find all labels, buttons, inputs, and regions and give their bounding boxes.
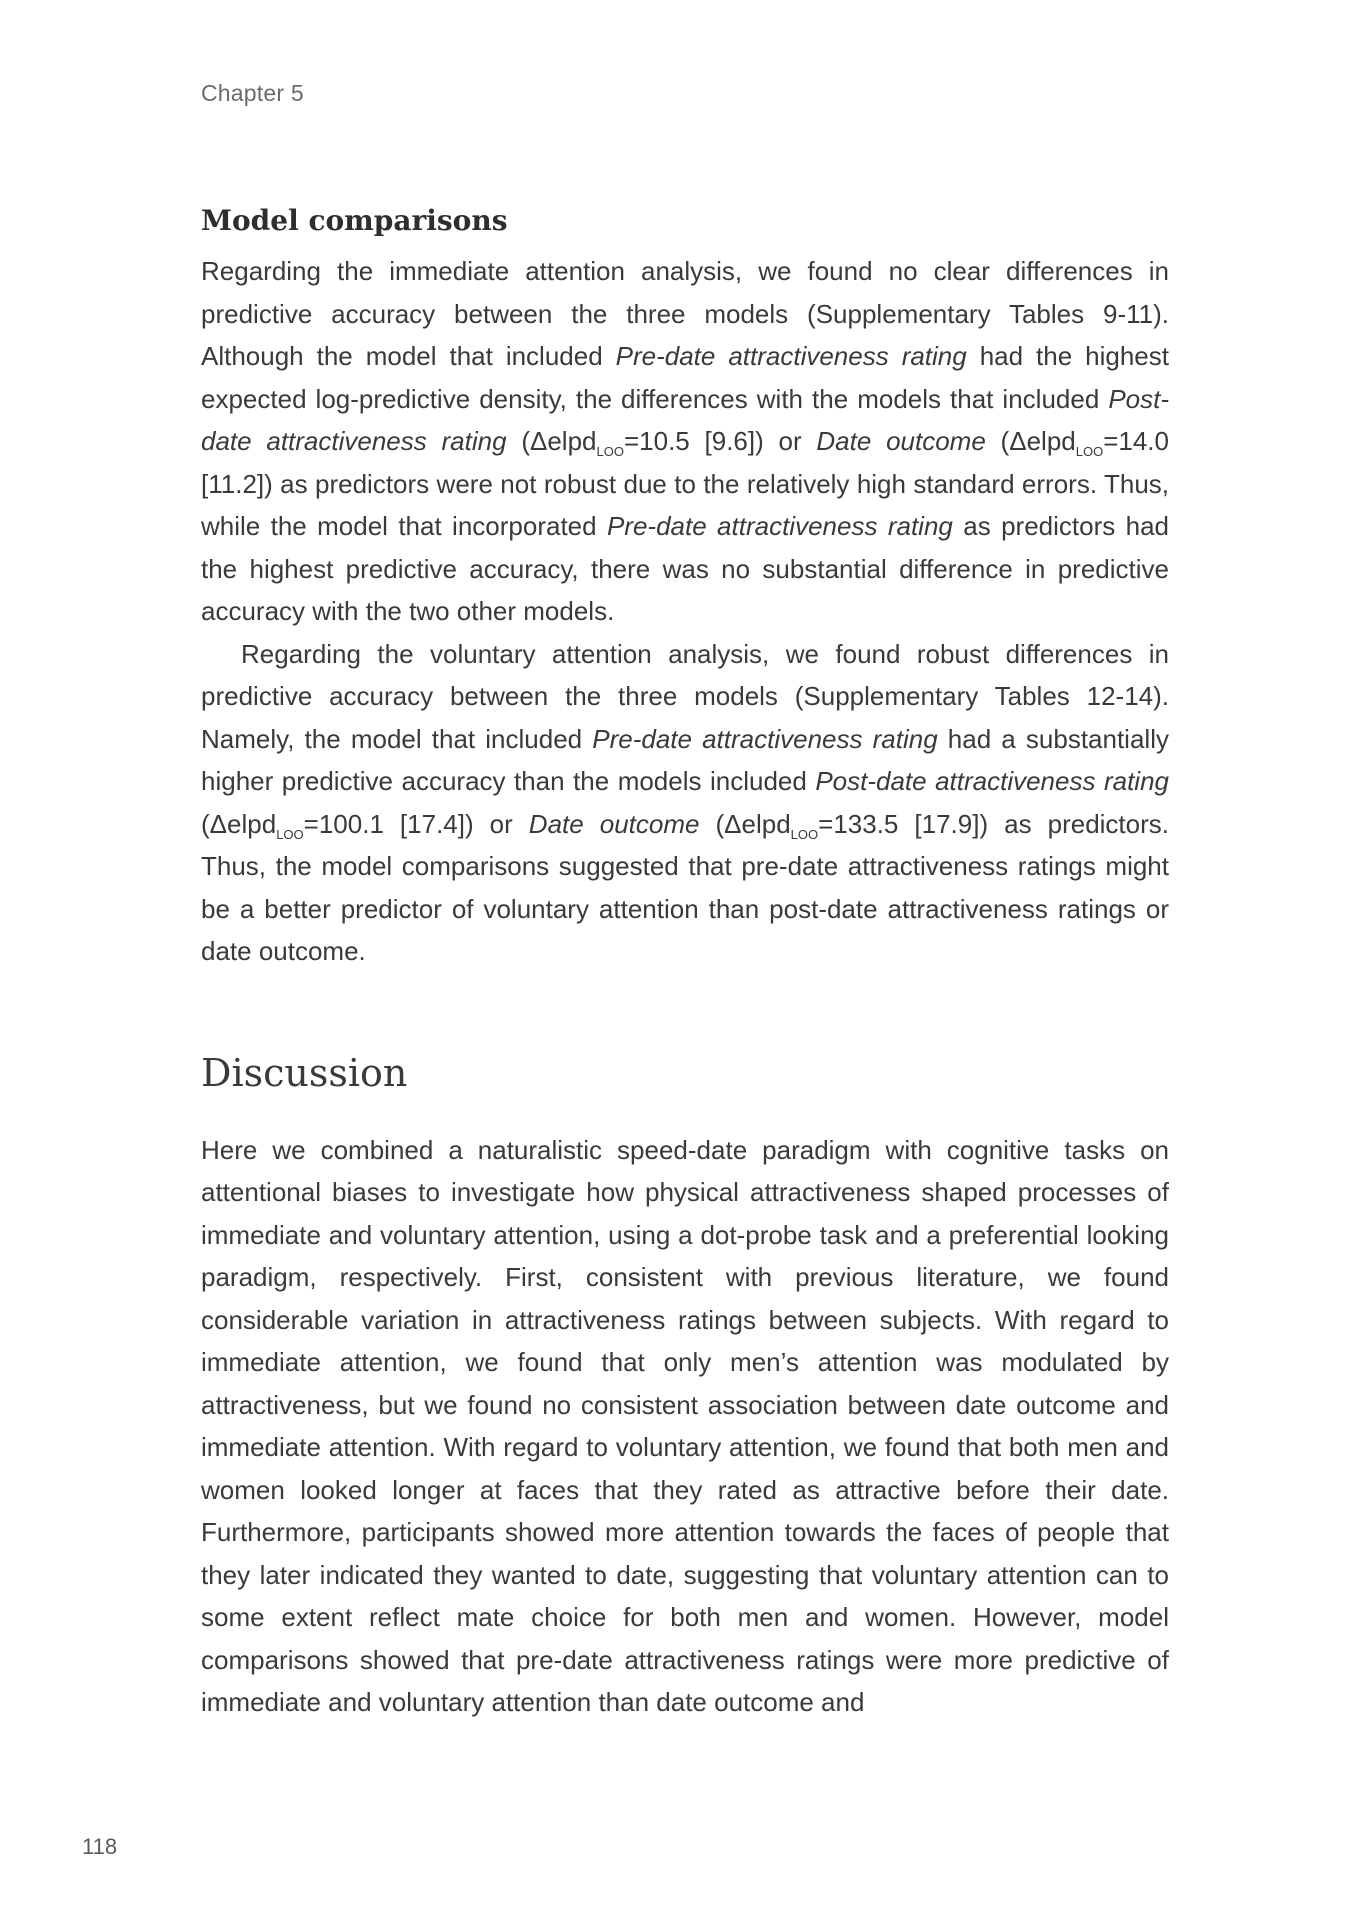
italic-term: Post-date attractiveness rating xyxy=(815,766,1169,796)
text-run: =133.5 [17.9]) as predictors. Thus, the model comparisons suggested that pre-date attractiveness ratings might be a better predictor of voluntary attention than post-date attractiveness ratings or date outcome. xyxy=(201,808,1169,966)
text-run: =14.0 [11.2]) as predictors were not robust due to the relatively high standard errors. Thus, while the model that incorporated xyxy=(201,426,1169,541)
paragraph-discussion: Here we combined a naturalistic speed-date paradigm with cognitive tasks on attentional biases to investigate how physical attractiveness shaped processes of immediate and voluntary attention, using a dot-probe task and a preferential looking paradigm, respectively. First, consistent with previous literature, we found considerable variation in attractiveness ratings between subjects. With regard to immediate attention, we found that only men’s attention was modulated by attractiveness, but we found no consistent association between date outcome and immediate attention. With regard to voluntary attention, we found that both men and women looked longer at faces that they rated as attractive before their date. Furthermore, participants showed more attention towards the faces of people that they later indicated they wanted to date, suggesting that voluntary attention can to some extent reflect mate choice for both men and women. However, model comparisons showed that pre-date attractiveness ratings were more predictive of immediate and voluntary attention than date outcome and xyxy=(201,1134,1169,1717)
italic-term: Post-date attractiveness rating xyxy=(201,383,1169,456)
text-run: as predictors had the highest predictive accuracy, there was no substantial difference in predictive accuracy with the two other models. xyxy=(201,511,1169,626)
text-run: Regarding the immediate attention analysis, we found no clear differences in predictive accuracy between the three models (Supplementary Tables 9-11). Although the model that included xyxy=(201,256,1169,371)
page-body xyxy=(201,196,1169,1724)
text-run: (Δelpd xyxy=(201,808,277,839)
italic-term: Pre-date attractiveness rating xyxy=(592,723,938,754)
subscript-loo: LOO xyxy=(596,444,624,459)
italic-term: Date outcome xyxy=(528,808,700,839)
section-heading-discussion: Discussion xyxy=(201,1050,408,1095)
subscript-loo: LOO xyxy=(1075,444,1104,459)
italic-term: Pre-date attractiveness rating xyxy=(606,511,953,541)
text-run: had a substantially higher predictive accuracy than the models included xyxy=(201,723,1169,796)
italic-term: Pre-date attractiveness rating xyxy=(615,341,967,371)
text-run: =100.1 [17.4]) or xyxy=(303,808,529,839)
text-run: (Δelpd xyxy=(506,426,597,456)
text-run: had the highest expected log-predictive density, the differences with the models that included xyxy=(201,341,1169,414)
text-run: (Δelpd xyxy=(985,426,1076,456)
text-run: =10.5 [9.6]) or xyxy=(623,426,817,456)
subscript-loo: LOO xyxy=(790,826,819,842)
text-run: (Δelpd xyxy=(699,808,791,839)
subscript-loo: LOO xyxy=(276,826,304,842)
page-number: 118 xyxy=(82,1834,118,1859)
italic-term: Date outcome xyxy=(816,426,986,456)
paragraph-voluntary-attention xyxy=(201,633,1169,973)
text-run: Regarding the voluntary attention analysis, we found robust differences in predictive accuracy between the three models (Supplementary Tables 12-14). Namely, the model that included xyxy=(201,638,1169,754)
subsection-heading-model-comparisons: Model comparisons xyxy=(201,204,508,237)
running-head: Chapter 5 xyxy=(201,80,304,106)
paragraph-immediate-attention xyxy=(201,250,1169,633)
